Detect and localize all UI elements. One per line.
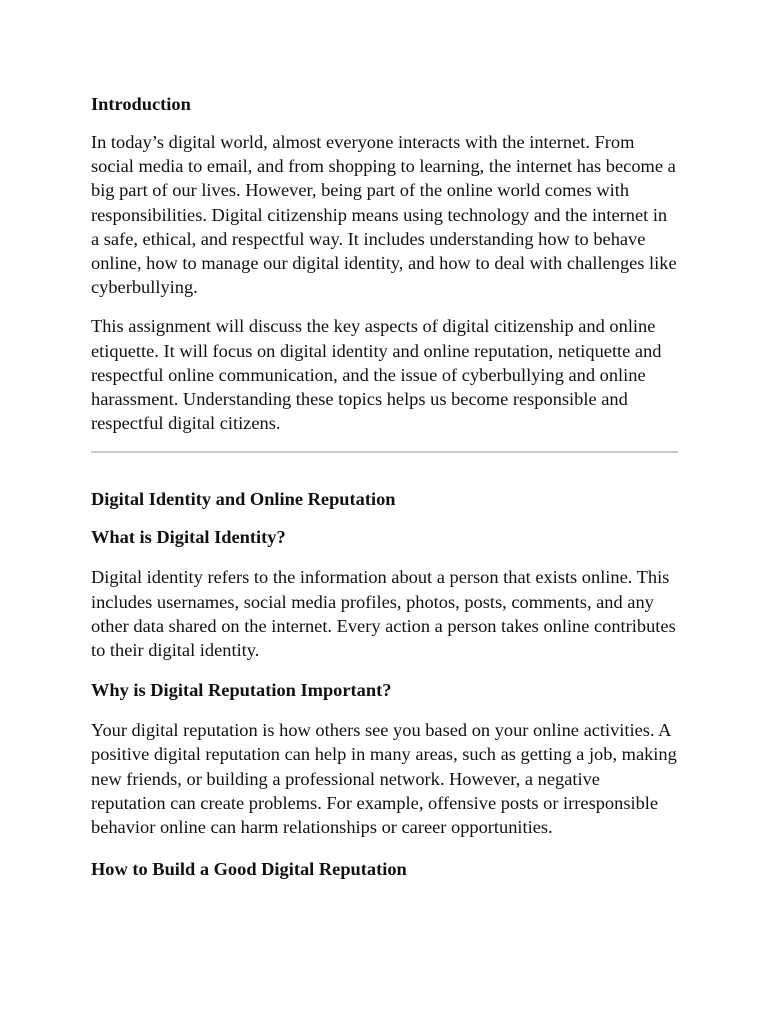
- subsection-paragraph-digital-identity: Digital identity refers to the information about a person that exists online. This includes usernames, social media profiles, photos, posts, comments, and any other data shared on the internet. Every action a person takes online contributes to their digital identity.: [91, 567, 676, 661]
- subsection-paragraph-digital-reputation: Your digital reputation is how others see you based on your online activities. A positive digital reputation can help in many areas, such as getting a job, making new friends, or building a professional network. However, a negative reputation can create problems. For example, offensive posts or irresponsible behavior online can harm relationships or career opportunities.: [91, 720, 677, 838]
- subsection-heading-digital-reputation: Why is Digital Reputation Important?: [91, 680, 392, 701]
- section-heading: Digital Identity and Online Reputation: [91, 489, 396, 510]
- subsection-heading-build-reputation: How to Build a Good Digital Reputation: [91, 859, 407, 880]
- introduction-paragraph-1: In today’s digital world, almost everyone interacts with the internet. From social media to email, and from shopping to learning, the internet has become a big part of our lives. However, being part of the online world comes with responsibilities. Digital citizenship means using technology and the internet in a safe, ethical, and respectful way. It includes understanding how to behave online, how to manage our digital identity, and how to deal with challenges like cyberbullying.: [91, 132, 677, 298]
- introduction-heading: Introduction: [91, 94, 191, 114]
- subsection-heading-digital-identity: What is Digital Identity?: [91, 527, 286, 548]
- introduction-paragraph-2: This assignment will discuss the key aspects of digital citizenship and online etiquette. It will focus on digital identity and online reputation, netiquette and respectful online communication, and the issue of cyberbullying and online harassment. Understanding these topics helps us become responsible and respectful digital citizens.: [91, 316, 662, 434]
- section-divider: [91, 451, 678, 453]
